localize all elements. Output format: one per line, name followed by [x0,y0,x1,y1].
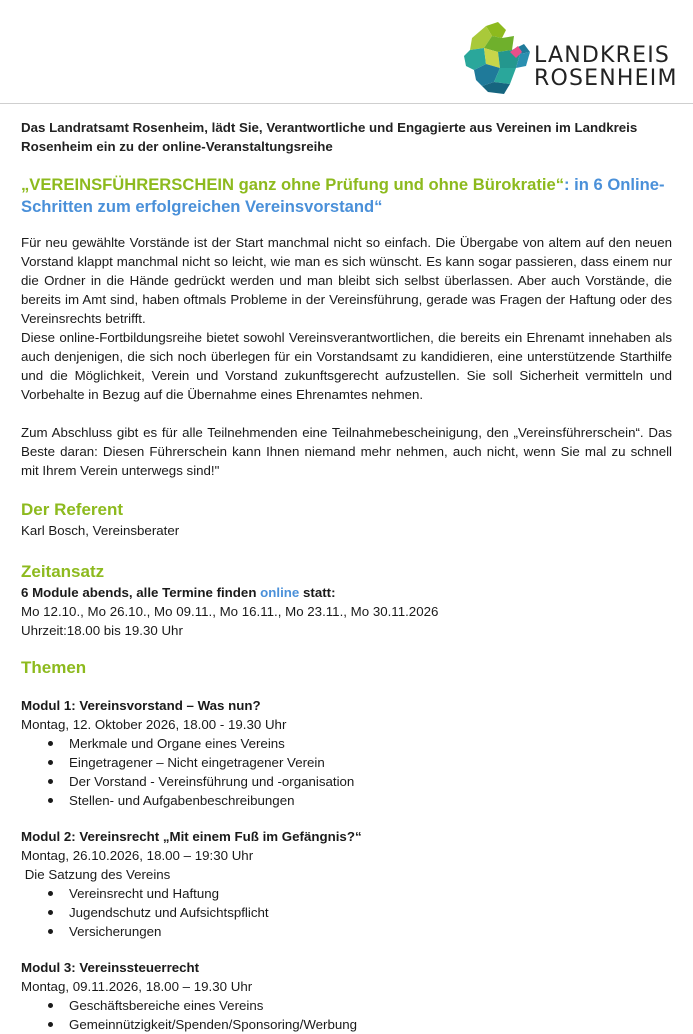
section-zeitansatz [21,561,672,640]
module-topics [21,734,672,810]
module-date: Montag, 26.10.2026, 18.00 – 19:30 Uhr [21,848,254,863]
headline-subtitle: in 6 Online-Schritten zum erfolgreichen Vereinsvorstand“ [21,175,665,216]
zeitansatz-lead [21,583,672,602]
headline-title: „VEREINSFÜHRERSCHEIN ganz ohne Prüfung und ohne Bürokratie“ [21,175,565,194]
header-divider [0,103,693,104]
module-title: Modul 1: Vereinsvorstand – Was nun? [21,698,261,713]
module-topics [21,996,672,1034]
zeitansatz-lead-before: 6 Module abends, alle Termine finden [21,585,261,600]
referent-name: Karl Bosch, Vereinsberater [21,523,180,538]
section-referent [21,499,672,540]
list-item: Geschäftsbereiche eines Vereins [69,996,672,1015]
module-2 [21,827,672,941]
module-subtitle: Die Satzung des Vereins [21,867,171,882]
list-item: Eingetragener – Nicht eingetragener Verein [69,753,672,772]
event-headline [21,174,672,218]
list-item: Jugendschutz und Aufsichtspflicht [69,903,672,922]
intro-text: Das Landratsamt Rosenheim, lädt Sie, Verantwortliche und Engagierte aus Vereinen im Landkreis Rosenheim ein zu der online-Veranstaltungsreihe [21,120,638,154]
landkreis-logo [464,22,678,94]
body-paragraph-2: Diese online-Fortbildungsreihe bietet sowohl Vereinsverantwortlichen, die bereits ein Ehrenamt innehaben als auch denjenigen, die sich noch überlegen für ein Vorstandsamt zu kandidieren, eine unterstützende Starthilfe und die Möglichkeit, Verein und Vorstand zukunftsgerecht aufzustellen. Sie soll Sicherheit vermitteln und Vorbehalte in Bezug auf die Übernahme eines Ehrenamtes nehmen. [21,330,672,402]
themen-heading: Themen [21,658,87,677]
zeitansatz-heading: Zeitansatz [21,562,105,581]
document-body [21,118,672,1034]
body-paragraph-3: Zum Abschluss gibt es für alle Teilnehmenden eine Teilnahmebescheinigung, den „Vereinsführerschein“. Das Beste daran: Diesen Führerschein kann Ihnen niemand mehr nehmen, auch nicht, wenn Sie mal zu schnell mit Ihrem Verein unterwegs sind!" [21,425,672,478]
list-item: Versicherungen [69,922,672,941]
list-item: Vereinsrecht und Haftung [69,884,672,903]
body-paragraph-1: Für neu gewählte Vorstände ist der Start manchmal nicht so einfach. Die Übergabe von altem auf den neuen Vorstand klappt manchmal nicht so leicht, wie man es sich wünscht. Es kann sogar passieren, dass einem nur die Ordner in die Hände gedrückt werden und man bleibt sich selbst überlassen. Aber auch Vorstände, die bereits im Amt sind, haben oftmals Probleme in der Vereinsführung, gerade was Fragen der Haftung oder des Vereinsrechts betrifft. [21,235,672,326]
module-1 [21,696,672,810]
list-item: Der Vorstand - Vereinsführung und -organisation [69,772,672,791]
zeitansatz-time: Uhrzeit:18.00 bis 19.30 Uhr [21,623,183,638]
module-date: Montag, 12. Oktober 2026, 18.00 - 19.30 Uhr [21,717,287,732]
referent-heading: Der Referent [21,500,124,519]
module-title: Modul 2: Vereinsrecht „Mit einem Fuß im Gefängnis?“ [21,829,362,844]
headline-separator: : [564,175,575,194]
list-item: Gemeinnützigkeit/Spenden/Sponsoring/Werbung [69,1015,672,1034]
zeitansatz-online: online [260,585,300,600]
module-date: Montag, 09.11.2026, 18.00 – 19.30 Uhr [21,979,253,994]
list-item: Stellen- und Aufgabenbeschreibungen [69,791,672,810]
module-title: Modul 3: Vereinssteuerrecht [21,960,200,975]
zeitansatz-lead-after: statt: [299,585,336,600]
section-themen [21,657,672,1034]
module-3 [21,958,672,1034]
list-item: Merkmale und Organe eines Vereins [69,734,672,753]
landkreis-map-icon [464,22,530,94]
logo-line-2: ROSENHEIM [534,66,678,91]
module-topics [21,884,672,941]
zeitansatz-dates: Mo 12.10., Mo 26.10., Mo 09.11., Mo 16.11., Mo 23.11., Mo 30.11.2026 [21,604,439,619]
logo-line-1: LANDKREIS [534,43,671,68]
